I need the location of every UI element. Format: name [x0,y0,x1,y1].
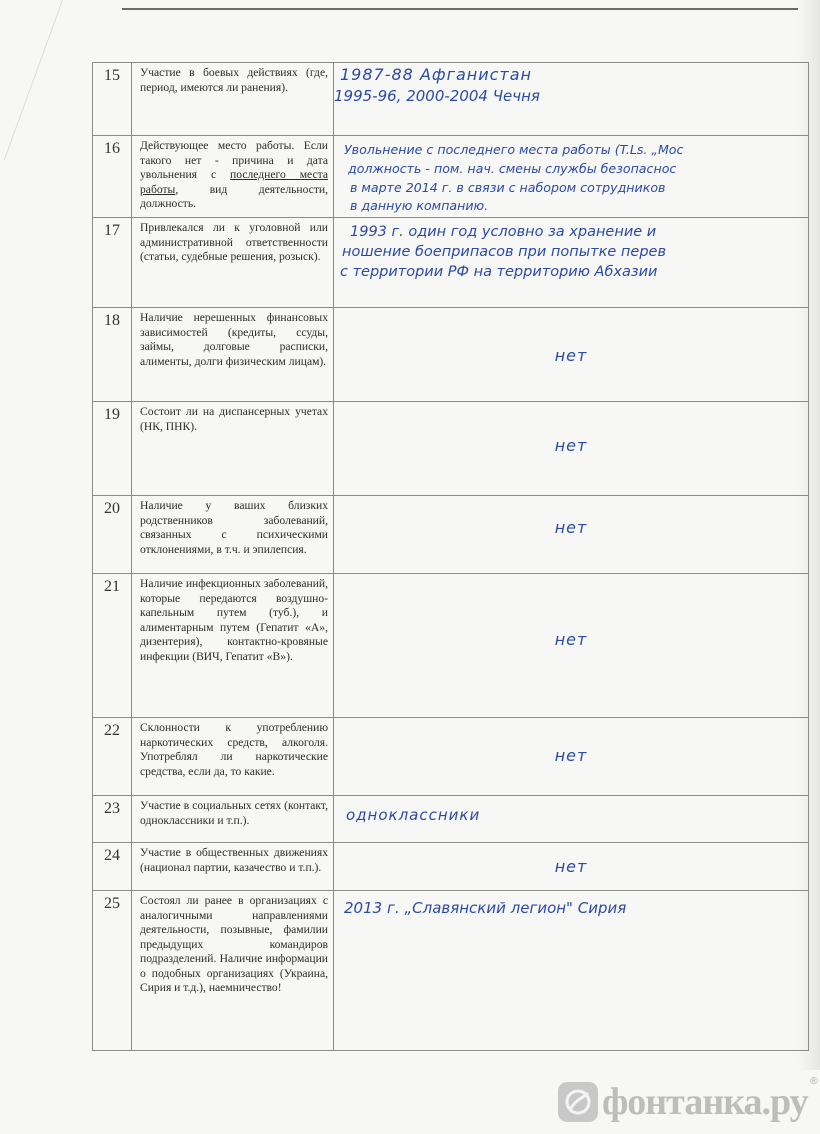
row-number: 25 [93,891,132,1051]
answer-text: одноклассники [346,806,481,824]
table-row [93,718,809,796]
row-number: 18 [93,308,132,402]
handwritten-answer [334,63,809,136]
answer-text: нет [554,436,588,455]
handwritten-answer [334,496,809,574]
question-text: Наличие нерешенных финансовых зависимостей (кредиты, ссуды, займы, долговые расписки, алименты, долги физическим лицам). [132,308,334,402]
table-row [93,574,809,718]
question-text-part: , вид деятельности, должность. [140,182,328,210]
handwritten-answer [334,402,809,496]
question-text [132,136,334,218]
table-row [93,218,809,308]
top-rule [122,8,820,10]
question-text: Наличие инфекционных заболеваний, которые передаются воздушно-капельным путем (туб.), и алиментарным путем (Гепатит «А», дизентерия), контактно-кровяные инфекции (ВИЧ, Гепатит «В»). [132,574,334,718]
row-number: 24 [93,843,132,891]
watermark-text: фонтанка.ру [602,1081,808,1123]
table-row [93,796,809,843]
question-text: Склонности к употреблению наркотических средств, алкоголя. Употреблял ли наркотические средства, если да, то какие. [132,718,334,796]
answer-line: 1993 г. один год условно за хранение и [350,224,657,240]
row-number: 23 [93,796,132,843]
registered-mark: ® [810,1076,818,1087]
answer-text: 2013 г. „Славянский легион" Сирия [344,899,627,917]
paper-fold-line [4,0,63,160]
fontanka-logo-icon [558,1082,598,1122]
handwritten-answer [334,718,809,796]
fontanka-watermark [558,1076,818,1124]
answer-text: нет [554,746,588,765]
question-text: Участие в социальных сетях (контакт, одноклассники и т.п.). [132,796,334,843]
question-text: Привлекался ли к уголовной или административной ответственности (статьи, судебные решения, розыск). [132,218,334,308]
question-text: Состоит ли на диспансерных учетах (НК, ПНК). [132,402,334,496]
row-number: 21 [93,574,132,718]
answer-text: нет [554,630,588,649]
handwritten-answer [334,796,809,843]
questionnaire-table [92,62,809,1051]
handwritten-answer [334,136,809,218]
answer-line: 1995-96, 2000-2004 Чечня [334,87,540,105]
row-number: 16 [93,136,132,218]
handwritten-answer [334,843,809,891]
question-text-part: Действующее место работы. Если такого нет - причина и дата увольнения с [140,139,328,181]
answer-text: нет [554,346,588,365]
table-row [93,891,809,1051]
row-number: 20 [93,496,132,574]
table-row [93,843,809,891]
answer-text: нет [554,857,588,876]
table-row [93,136,809,218]
question-text-underlined: последнего места работы [140,168,328,196]
table-row [93,402,809,496]
question-text: Участие в боевых действиях (где, период, имеются ли ранения). [132,63,334,136]
table-row [93,63,809,136]
answer-line: 1987-88 Афганистан [340,65,533,84]
row-number: 15 [93,63,132,136]
table-row [93,308,809,402]
question-text: Участие в общественных движениях (национал партии, казачество и т.п.). [132,843,334,891]
answer-line: в марте 2014 г. в связи с набором сотрудников [350,180,666,195]
handwritten-answer [334,891,809,1051]
table-row [93,496,809,574]
handwritten-answer [334,308,809,402]
row-number: 17 [93,218,132,308]
handwritten-answer [334,574,809,718]
answer-line: Увольнение с последнего места работы (T.Ls. „Мос [344,142,684,157]
answer-line: в данную компанию. [350,198,489,213]
answer-text: нет [554,518,588,537]
answer-line: должность - пом. нач. смены службы безопаснос [348,161,677,176]
answer-line: с территории РФ на территорию Абхазии [340,264,658,280]
row-number: 19 [93,402,132,496]
answer-line: ношение боеприпасов при попытке перев [342,244,666,260]
handwritten-answer [334,218,809,308]
row-number: 22 [93,718,132,796]
question-text: Наличие у ваших близких родственников заболеваний, связанных с психическими отклонениями, в т.ч. и эпилепсия. [132,496,334,574]
question-text: Состоял ли ранее в организациях с аналогичными направлениями деятельности, позывные, фамилии предыдущих командиров подразделений. Наличие информации о подобных организациях (Украина, Сирия и т.д.), наемничество! [132,891,334,1051]
